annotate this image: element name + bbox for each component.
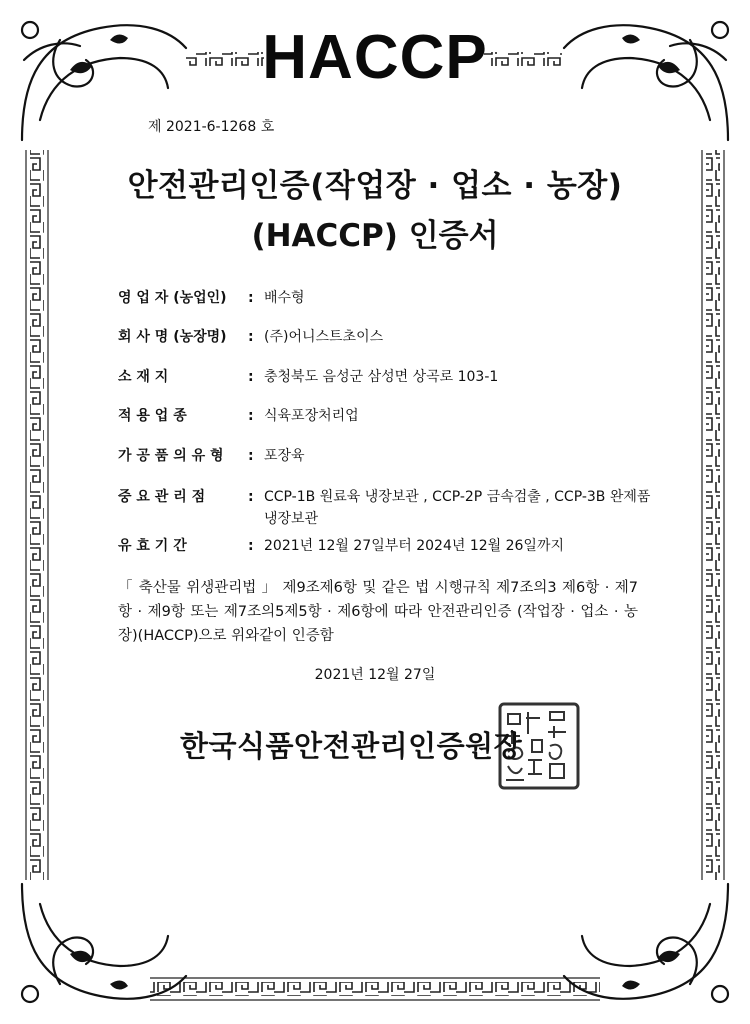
certificate-title-line2: (HACCP) 인증서 [251, 218, 499, 254]
field-colon: : [248, 329, 254, 345]
certification-statement: 「 축산물 위생관리법 」 제9조제6항 및 같은 법 시행규칙 제7조의3 제6항 · 제7항 · 제9항 또는 제7조의5제5항 · 제6항에 따라 안전관리인증 (작업장 · 업소 · 농장)(HACCP)으로 위와같이 인증함 [118, 580, 638, 644]
field-colon: : [248, 448, 254, 464]
field-label: 중 요 관 리 점 [118, 489, 206, 505]
field-value: 충청북도 음성군 삼성면 상곡로 103-1 [264, 369, 499, 385]
haccp-logo: HACCP [262, 23, 488, 92]
field-value: 포장육 [264, 448, 305, 464]
field-label: 회 사 명 (농장명) [118, 329, 227, 345]
field-value: (주)어니스트초이스 [264, 329, 384, 345]
field-colon: : [248, 369, 254, 385]
field-colon: : [248, 408, 254, 424]
field-label: 소 재 지 [118, 369, 169, 385]
field-row-business-type [118, 405, 658, 427]
field-row-company [118, 326, 658, 348]
field-value: CCP-1B 원료육 냉장보관 , CCP-2P 금속검출 , CCP-3B 완제품 냉장보관 [264, 489, 651, 527]
issuer-name: 한국식품안전관리인증원장 [180, 729, 523, 763]
field-label: 유 효 기 간 [118, 538, 187, 554]
certificate-title-line1: 안전관리인증(작업장 · 업소 · 농장) [127, 168, 623, 204]
field-value: 2021년 12월 27일부터 2024년 12월 26일까지 [264, 538, 565, 554]
field-row-operator [118, 287, 658, 309]
field-row-product-type [118, 445, 658, 467]
field-colon: : [248, 489, 254, 505]
field-label: 적 용 업 종 [118, 408, 187, 424]
field-colon: : [248, 290, 254, 306]
issue-date: 2021년 12월 27일 [314, 667, 436, 683]
field-row-critical-control-points [118, 486, 658, 530]
field-row-address [118, 366, 658, 388]
field-value: 식육포장처리업 [264, 408, 359, 424]
field-label: 영 업 자 (농업인) [118, 290, 227, 306]
field-value: 배수형 [264, 290, 305, 306]
field-colon: : [248, 538, 254, 554]
field-label: 가 공 품 의 유 형 [118, 448, 224, 464]
certificate-number: 제 2021-6-1268 호 [148, 119, 275, 135]
field-row-validity-period [118, 535, 658, 557]
